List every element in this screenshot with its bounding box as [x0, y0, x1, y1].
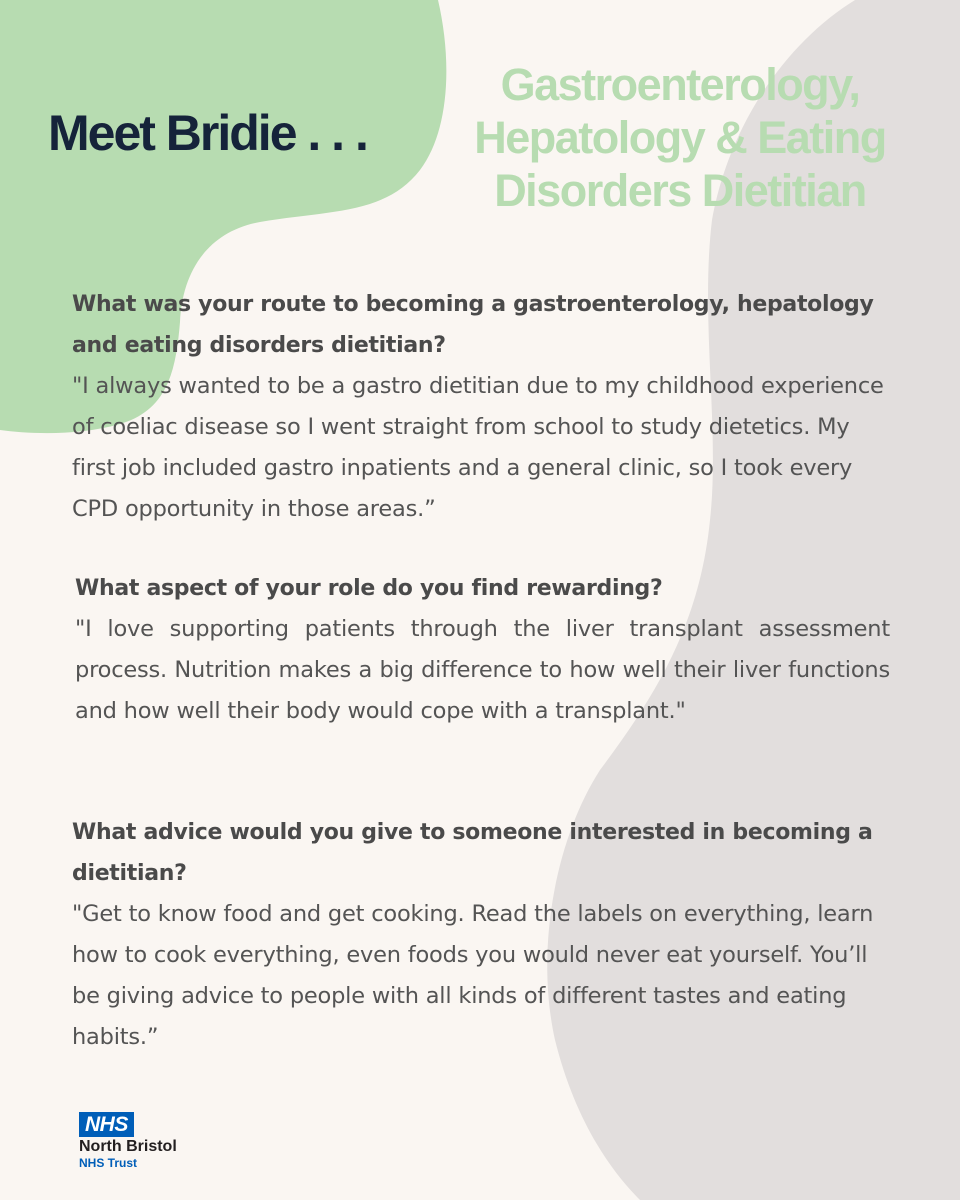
trust-label: NHS Trust — [79, 1156, 138, 1170]
org-name: North Bristol — [79, 1138, 177, 1155]
question-advice: What advice would you give to someone interested in becoming a dietitian? — [72, 820, 873, 886]
nhs-logo — [79, 1112, 177, 1170]
question-rewarding: What aspect of your role do you find rewarding? — [75, 576, 663, 601]
answer-advice: "Get to know food and get cooking. Read the labels on everything, learn how to cook everything, even foods you would never eat yourself. You’ll be giving advice to people with all kinds of different tastes and eating habits.” — [72, 901, 874, 1050]
role-title-line: Hepatology & Eating — [474, 112, 886, 163]
page-title: Meet Bridie . . . — [48, 105, 367, 161]
answer-rewarding: "I love supporting patients through the liver transplant assessment process. Nutrition makes a big difference to how well their liver functions and how well their body would cope with a transplant." — [75, 616, 890, 724]
answer-route: "I always wanted to be a gastro dietitian due to my childhood experience of coeliac disease so I went straight from school to study dietetics. My first job included gastro inpatients and a general clinic, so I took every CPD opportunity in those areas.” — [72, 373, 884, 522]
question-route: What was your route to becoming a gastroenterology, hepatology and eating disorders dietitian? — [72, 292, 874, 358]
qa-block-advice — [72, 812, 892, 1058]
role-title — [430, 58, 930, 217]
nhs-logo-mark: NHS — [79, 1112, 134, 1137]
qa-block-route — [72, 284, 892, 530]
qa-block-rewarding — [75, 568, 890, 732]
role-title-line: Gastroenterology, — [500, 59, 860, 110]
role-title-line: Disorders Dietitian — [494, 165, 866, 216]
